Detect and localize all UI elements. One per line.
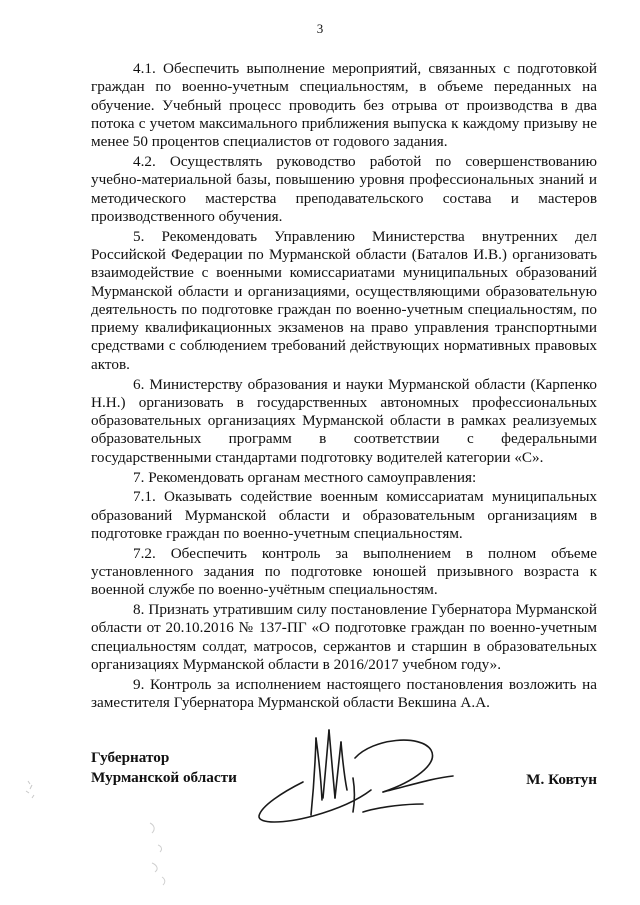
paragraph-7-2: 7.2. Обеспечить контроль за выполнением в полном объеме установленного задания по подготовке юношей призывного возраста к военной службе по военно-учётным специальностям. xyxy=(91,544,597,599)
paragraph-5: 5. Рекомендовать Управлению Министерства внутренних дел Российской Федерации по Мурманской области (Баталов И.В.) организовать взаимодействие с военными комиссариатами муниципальных образований Мурманской области и организациями, осуществляющими образовательную деятельность по подготовке граждан по военно-учетным специальностям, по приему квалификационных экзаменов на право управления транспортными средствами с соблюдением требований действующих нормативных правовых актов. xyxy=(91,227,597,373)
paragraph-4-1: 4.1. Обеспечить выполнение мероприятий, связанных с подготовкой граждан по военно-учетным специальностям, в объеме переданных на обучение. Учебный процесс проводить без отрыва от производства в два потока с учетом максимального приближения выпуска к каждому призыву не менее 50 процентов специалистов от годового задания. xyxy=(91,60,597,151)
signatory-title-line2: Мурманской области xyxy=(91,769,237,786)
scan-smudge xyxy=(20,775,50,805)
paragraph-8: 8. Признать утратившим силу постановление Губернатора Мурманской области от 20.10.2016 № 137-ПГ «О подготовке граждан по военно-учетным специальностям солдат, матросов, сержантов и старшин в образовательных организациях Мурманской области в 2016/2017 учебном году». xyxy=(91,601,597,673)
scan-smudge xyxy=(140,815,190,895)
page-number: 3 xyxy=(316,21,324,36)
signatory-title xyxy=(91,748,237,788)
signature-block xyxy=(91,748,597,808)
handwritten-signature xyxy=(243,720,483,830)
paragraph-7-1: 7.1. Оказывать содействие военным комиссариатам муниципальных образований Мурманской области и образовательным организациям в подготовке граждан по военно-учетным специальностям. xyxy=(91,488,597,542)
paragraph-6: 6. Министерству образования и науки Мурманской области (Карпенко Н.Н.) организовать в государственных автономных профессиональных образовательных организациях Мурманской области в рамках реализуемых образовательных программ в соответствии с федеральными государственными стандартами подготовку водителей категории «С». xyxy=(91,375,597,466)
paragraph-4-2: 4.2. Осуществлять руководство работой по совершенствованию учебно-материальной базы, повышению уровня профессиональных знаний и методического мастерства преподавательского состава и мастеров производственного обучения. xyxy=(91,152,597,225)
paragraph-7: 7. Рекомендовать органам местного самоуправления: xyxy=(133,468,477,486)
paragraph-9: 9. Контроль за исполнением настоящего постановления возложить на заместителя Губернатора Мурманской области Векшина А.А. xyxy=(91,675,597,712)
signatory-name: М. Ковтун xyxy=(526,771,597,788)
signatory-title-line1: Губернатор xyxy=(91,749,170,766)
document-body xyxy=(91,60,597,714)
